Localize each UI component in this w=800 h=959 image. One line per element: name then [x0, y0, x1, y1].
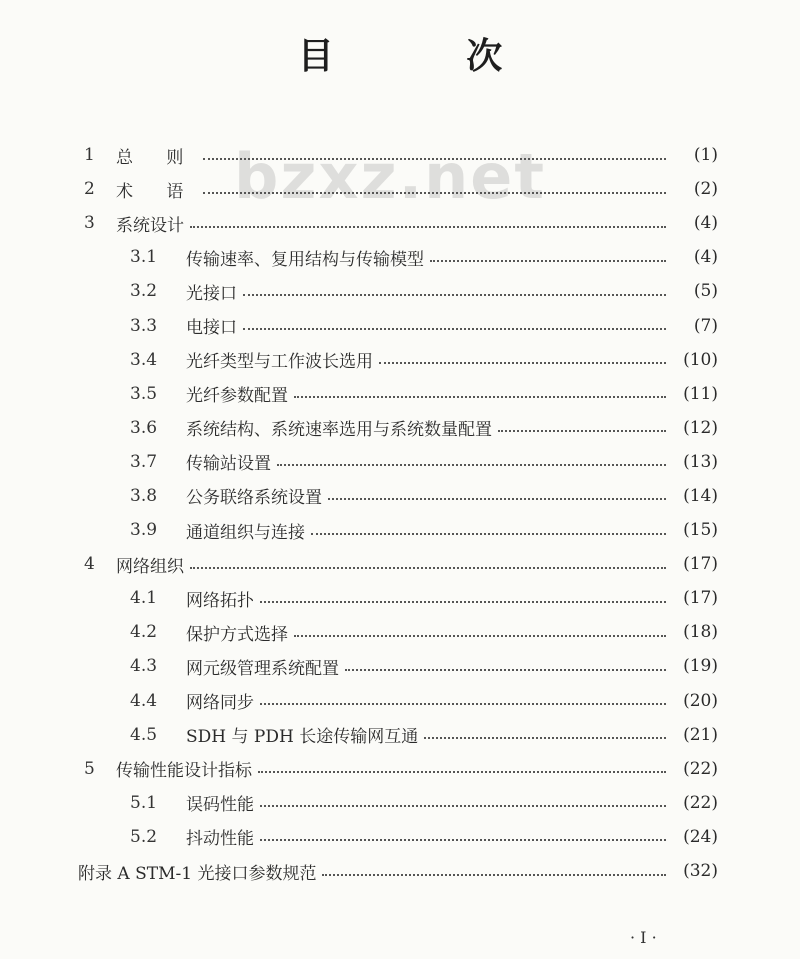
- toc-entry-number: 4.5: [130, 724, 158, 745]
- toc-entry-number: 4: [84, 554, 95, 575]
- toc-entry[interactable]: [78, 445, 718, 479]
- toc-entry-page: (20): [683, 690, 718, 711]
- toc-entry[interactable]: [78, 274, 718, 308]
- toc-entry-page: (1): [693, 145, 718, 166]
- toc-entry-page: (10): [683, 349, 718, 370]
- toc-entry-label: 网元级管理系统配置: [186, 658, 339, 679]
- toc-entry-label: 总 则: [116, 147, 198, 168]
- dot-leader: [203, 191, 666, 194]
- toc-entry[interactable]: [78, 718, 718, 752]
- dot-leader: [260, 600, 666, 603]
- toc-entry-page: (17): [683, 588, 718, 609]
- toc-entry-label: 附录 A STM-1 光接口参数规范: [78, 863, 317, 884]
- toc-entry-number: 5: [84, 758, 95, 779]
- page-title: 目 次: [297, 35, 563, 77]
- toc-entry-label: 网络同步: [186, 693, 254, 714]
- toc-entry-page: (18): [683, 622, 718, 643]
- dot-leader: [345, 668, 666, 671]
- toc-entry-page: (11): [683, 383, 718, 404]
- toc-entry-page: (13): [683, 451, 718, 472]
- toc-entry-number: 5.1: [130, 792, 158, 813]
- toc-entry-page: (7): [693, 315, 718, 336]
- dot-leader: [243, 293, 666, 296]
- toc-entry-number: 3.7: [130, 451, 158, 472]
- toc-entry-number: 5.2: [130, 826, 158, 847]
- toc-entry[interactable]: [78, 649, 718, 683]
- toc-entry[interactable]: [78, 684, 718, 718]
- dot-leader: [258, 770, 666, 773]
- toc-entry-number: 3.3: [130, 315, 158, 336]
- toc-entry[interactable]: [78, 138, 718, 172]
- toc-entry-label: SDH 与 PDH 长途传输网互通: [186, 727, 419, 748]
- dot-leader: [294, 634, 666, 637]
- toc-entry[interactable]: [78, 615, 718, 649]
- toc-entry-number: 3: [84, 213, 95, 234]
- toc-entry-page: (24): [683, 826, 718, 847]
- toc-entry[interactable]: [78, 854, 718, 888]
- toc-entry-label: 术 语: [116, 181, 198, 202]
- dot-leader: [277, 463, 666, 466]
- toc-entry-number: 4.2: [130, 622, 158, 643]
- dot-leader: [190, 225, 666, 228]
- toc-entry-number: 4.1: [130, 588, 158, 609]
- toc-entry-number: 3.8: [130, 485, 158, 506]
- toc-entry-label: 公务联络系统设置: [186, 488, 322, 509]
- dot-leader: [260, 838, 666, 841]
- toc-entry-label: 网络拓扑: [186, 590, 254, 611]
- toc-entry[interactable]: [78, 581, 718, 615]
- toc-entry[interactable]: [78, 377, 718, 411]
- toc-entry-page: (2): [693, 179, 718, 200]
- toc-entry-number: 3.6: [130, 417, 158, 438]
- toc-entry-label: 通道组织与连接: [186, 522, 305, 543]
- dot-leader: [311, 532, 666, 535]
- dot-leader: [190, 566, 666, 569]
- toc-entry-number: 3.9: [130, 520, 158, 541]
- toc-entry-number: 4.3: [130, 656, 158, 677]
- toc-entry-label: 光纤类型与工作波长选用: [186, 352, 373, 373]
- toc-entry-number: 3.1: [130, 247, 158, 268]
- toc-entry-number: 3.5: [130, 383, 158, 404]
- toc-entry-number: 1: [84, 145, 95, 166]
- toc-entry-label: 光接口: [186, 283, 237, 304]
- toc-entry-label: 抖动性能: [186, 829, 254, 850]
- dot-leader: [379, 361, 666, 364]
- toc-entry-page: (12): [683, 417, 718, 438]
- toc-entry-page: (22): [683, 792, 718, 813]
- toc-entry-page: (19): [683, 656, 718, 677]
- toc-entry-page: (5): [693, 281, 718, 302]
- toc-entry-label: 系统设计: [116, 215, 184, 236]
- toc-entry-number: 3.4: [130, 349, 158, 370]
- toc-entry[interactable]: [78, 786, 718, 820]
- table-of-contents: [78, 138, 718, 888]
- footer-page-number: · I ·: [630, 928, 657, 947]
- toc-entry-page: (22): [683, 758, 718, 779]
- dot-leader: [498, 429, 666, 432]
- dot-leader: [322, 873, 666, 876]
- watermark: bzxz.net: [234, 140, 546, 213]
- toc-entry[interactable]: [78, 308, 718, 342]
- toc-entry-label: 传输性能设计指标: [116, 761, 252, 782]
- dot-leader: [294, 395, 666, 398]
- toc-entry[interactable]: [78, 820, 718, 854]
- dot-leader: [260, 702, 666, 705]
- dot-leader: [328, 497, 666, 500]
- toc-entry-label: 电接口: [186, 318, 237, 339]
- dot-leader: [424, 736, 666, 739]
- toc-entry[interactable]: [78, 547, 718, 581]
- toc-entry-page: (4): [693, 213, 718, 234]
- dot-leader: [243, 327, 666, 330]
- toc-entry[interactable]: [78, 343, 718, 377]
- dot-leader: [203, 157, 666, 160]
- dot-leader: [430, 259, 666, 262]
- toc-entry-page: (15): [683, 520, 718, 541]
- toc-entry[interactable]: [78, 172, 718, 206]
- toc-entry-page: (17): [683, 554, 718, 575]
- toc-entry-number: 4.4: [130, 690, 158, 711]
- toc-entry-label: 传输站设置: [186, 454, 271, 475]
- toc-entry-label: 传输速率、复用结构与传输模型: [186, 249, 424, 270]
- toc-entry-number: 3.2: [130, 281, 158, 302]
- toc-entry-label: 保护方式选择: [186, 624, 288, 645]
- toc-entry-label: 光纤参数配置: [186, 386, 288, 407]
- toc-entry-label: 网络组织: [116, 556, 184, 577]
- toc-entry[interactable]: [78, 479, 718, 513]
- toc-entry[interactable]: [78, 206, 718, 240]
- toc-entry-page: (21): [683, 724, 718, 745]
- toc-entry[interactable]: [78, 513, 718, 547]
- toc-entry-label: 误码性能: [186, 795, 254, 816]
- toc-entry-page: (4): [693, 247, 718, 268]
- toc-entry[interactable]: [78, 240, 718, 274]
- dot-leader: [260, 804, 666, 807]
- toc-entry[interactable]: [78, 752, 718, 786]
- toc-entry-number: 2: [84, 179, 95, 200]
- toc-entry-label: 系统结构、系统速率选用与系统数量配置: [186, 420, 492, 441]
- toc-entry-page: (14): [683, 485, 718, 506]
- toc-entry[interactable]: [78, 411, 718, 445]
- toc-entry-page: (32): [683, 861, 718, 882]
